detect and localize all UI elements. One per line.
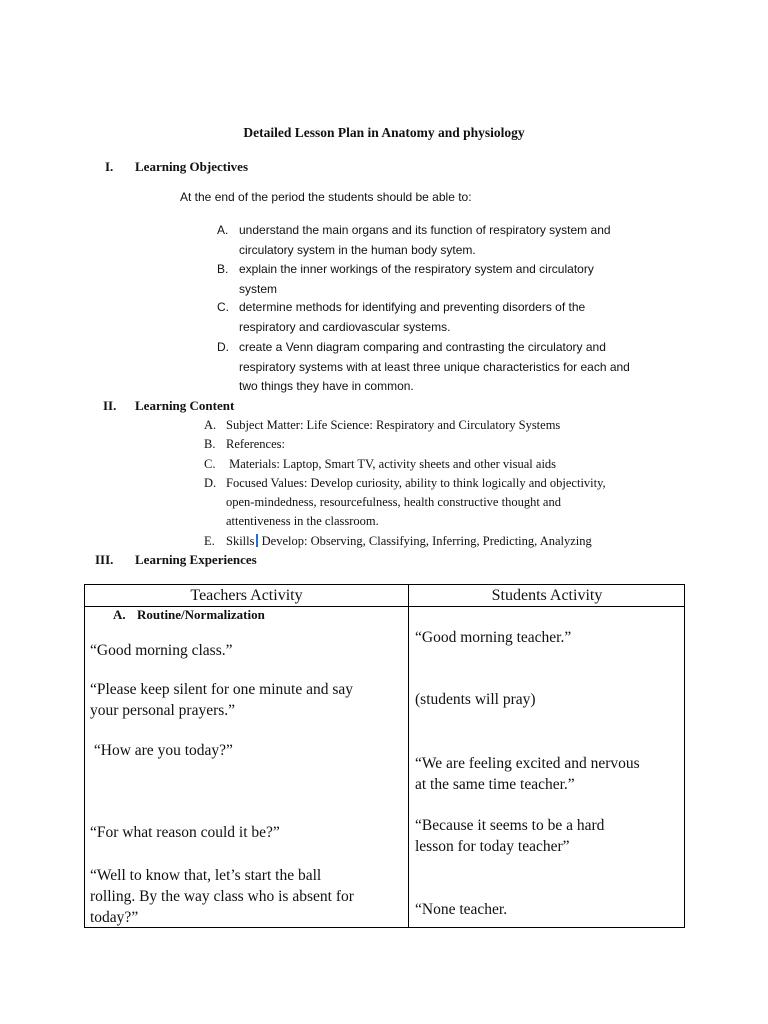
students-activity-header: Students Activity: [491, 587, 603, 604]
objective-line: circulatory system in the human body sytem.: [239, 242, 476, 257]
text-cursor: [256, 534, 258, 547]
teachers-activity-header: Teachers Activity: [190, 587, 303, 604]
document-title: Detailed Lesson Plan in Anatomy and physiology: [243, 125, 525, 140]
content-a: [204, 416, 560, 435]
student-line: “None teacher.: [415, 901, 508, 918]
objective-d: [217, 338, 630, 397]
objective-line: respiratory and cardiovascular systems.: [239, 319, 451, 334]
objective-b: [217, 260, 594, 299]
student-line: (students will pray): [415, 691, 536, 708]
objective-line: create a Venn diagram comparing and contrasting the circulatory and: [239, 340, 606, 354]
teacher-text: your personal prayers.”: [90, 702, 236, 719]
student-text: “Because it seems to be a hard: [415, 817, 605, 834]
content-line: attentiveness in the classroom.: [226, 514, 379, 528]
content-line: References:: [226, 437, 285, 451]
objective-c: [217, 298, 585, 337]
objective-letter: C.: [217, 300, 229, 314]
content-d: [204, 474, 606, 531]
section-3-number: III.: [95, 552, 114, 567]
teacher-text: “Please keep silent for one minute and say: [90, 681, 353, 698]
student-line: “Good morning teacher.”: [415, 629, 572, 646]
routine-label: Routine/Normalization: [137, 607, 265, 622]
content-letter: A.: [204, 418, 217, 432]
teacher-line: [90, 679, 353, 721]
objective-line: two things they have in common.: [239, 379, 414, 393]
content-b: [204, 435, 285, 454]
table-divider: [408, 585, 409, 927]
teacher-text: rolling. By the way class who is absent for: [90, 888, 354, 905]
objective-line: explain the inner workings of the respiratory system and circulatory: [239, 262, 594, 276]
teacher-text: “Well to know that, let’s start the ball: [90, 867, 322, 884]
teacher-text: today?”: [90, 909, 139, 926]
teacher-line: “Good morning class.”: [90, 642, 233, 659]
activity-table: [84, 584, 685, 928]
content-skills-label: Skills: [226, 534, 255, 548]
content-letter: C.: [204, 457, 216, 471]
student-text: lesson for today teacher”: [415, 838, 570, 855]
student-line: [415, 815, 604, 857]
content-line: open-mindedness, resourcefulness, health constructive thought and: [226, 495, 561, 509]
content-letter: B.: [204, 437, 216, 451]
routine-letter: A.: [113, 607, 126, 622]
content-e: [204, 532, 592, 551]
student-line: [415, 753, 640, 795]
objective-line: determine methods for identifying and preventing disorders of the: [239, 300, 586, 314]
objective-letter: B.: [217, 262, 229, 276]
content-letter: D.: [204, 476, 217, 490]
content-line: Focused Values: Develop curiosity, ability to think logically and objectivity,: [226, 476, 606, 490]
objective-line: respiratory systems with at least three unique characteristics for each and: [239, 359, 630, 374]
objective-line: understand the main organs and its function of respiratory system and: [239, 223, 611, 237]
objective-letter: D.: [217, 340, 229, 354]
content-line: Materials: Laptop, Smart TV, activity sheets and other visual aids: [226, 457, 557, 471]
section-1-number: I.: [105, 159, 114, 174]
section-3-title: Learning Experiences: [135, 552, 257, 567]
section-2-title: Learning Content: [135, 398, 235, 413]
section-2-number: II.: [103, 398, 117, 413]
objective-a: [217, 221, 611, 260]
objective-line: system: [239, 281, 278, 296]
content-c: [204, 455, 556, 474]
content-letter: E.: [204, 534, 215, 548]
teacher-line: “For what reason could it be?”: [90, 824, 280, 841]
teacher-line: [90, 865, 354, 928]
student-text: “We are feeling excited and nervous: [415, 755, 640, 772]
routine-heading: [113, 607, 265, 623]
content-line: Develop: Observing, Classifying, Inferring, Predicting, Analyzing: [258, 534, 592, 548]
content-line: Subject Matter: Life Science: Respiratory and Circulatory Systems: [226, 418, 561, 432]
teacher-line: “How are you today?”: [90, 742, 233, 759]
section-1-title: Learning Objectives: [135, 159, 249, 174]
student-text: at the same time teacher.”: [415, 776, 575, 793]
objectives-intro: At the end of the period the students should be able to:: [180, 190, 472, 204]
objective-letter: A.: [217, 223, 229, 237]
